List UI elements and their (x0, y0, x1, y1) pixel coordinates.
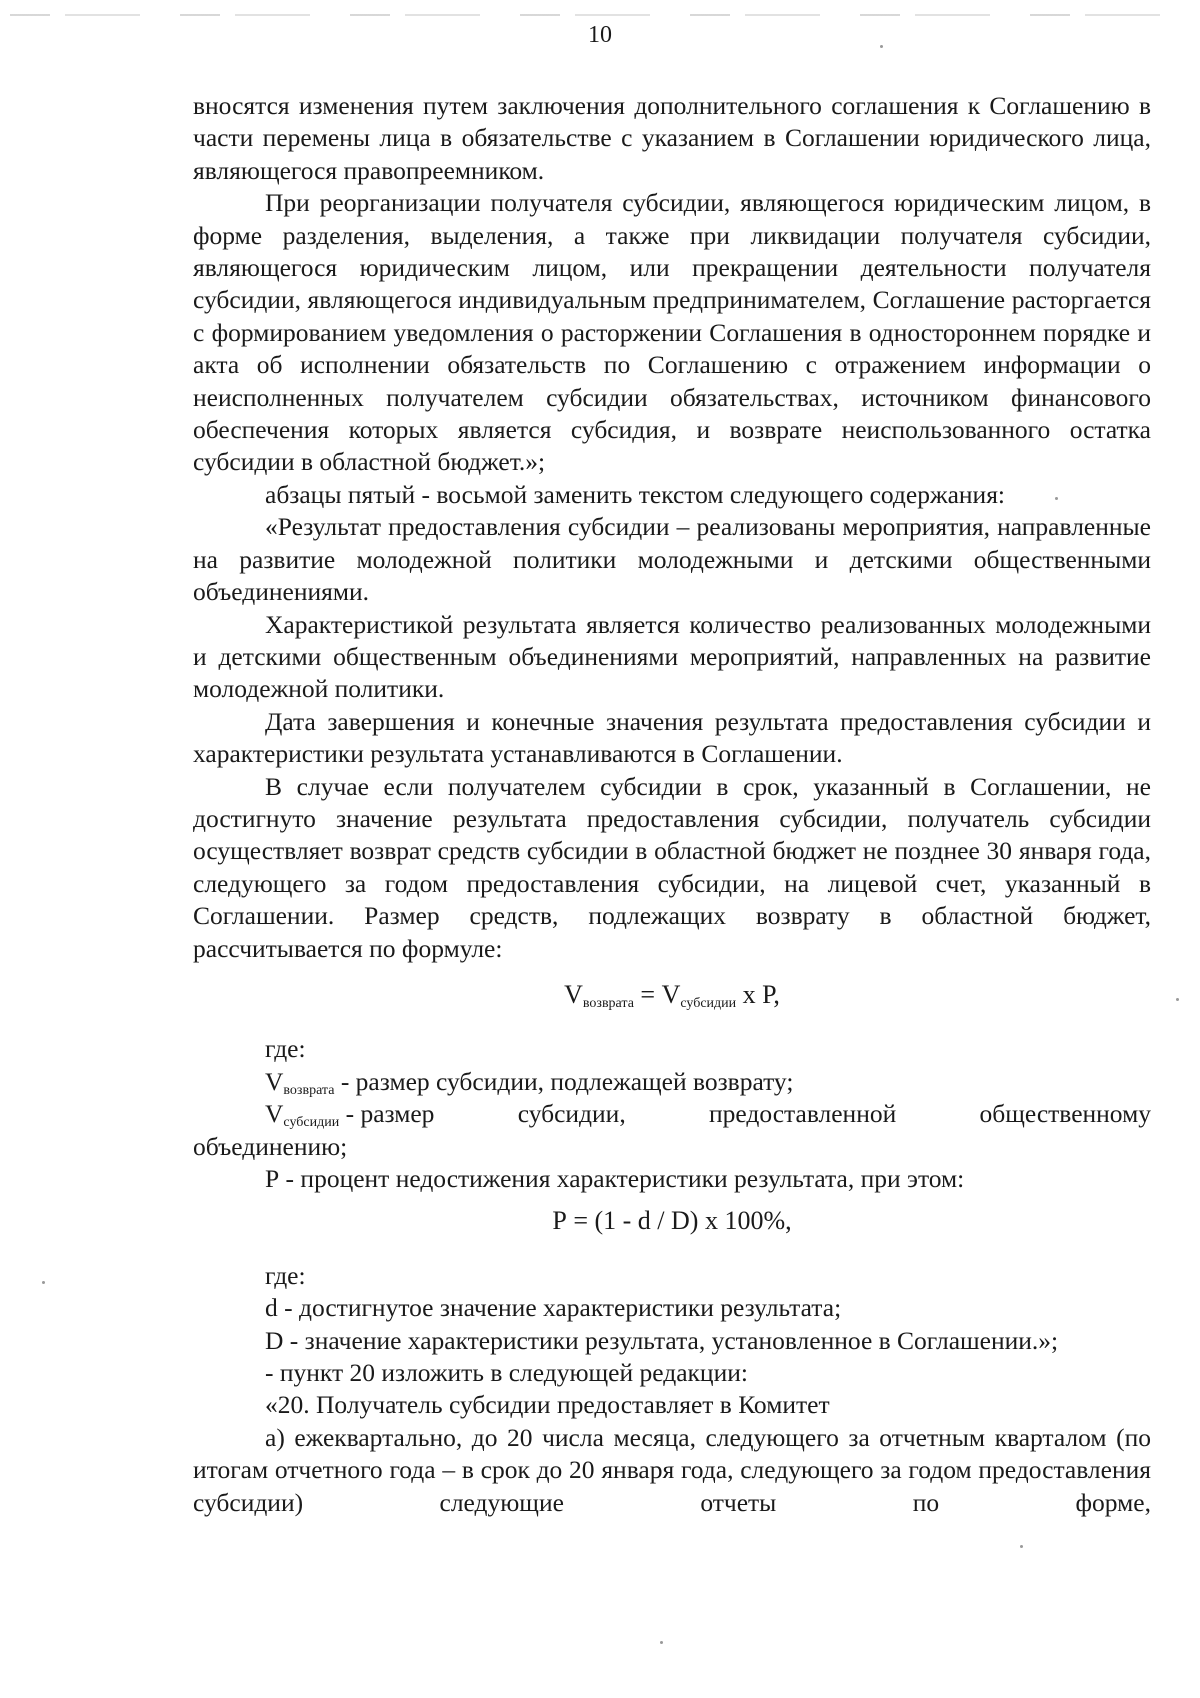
scan-speck (660, 1641, 663, 1644)
item-20-title: «20. Получатель субсидии предоставляет в Комитет (265, 1390, 830, 1420)
definition-p: Р - процент недостижения характеристики результата, при этом: (265, 1164, 965, 1193)
where-label-2: где: (265, 1260, 306, 1290)
scan-speck (1055, 497, 1058, 500)
definition-big-d: D - значение характеристики результата, установленное в Соглашении.»; (265, 1325, 1059, 1355)
page-number: 10 (588, 22, 612, 48)
item-20-intro: - пункт 20 изложить в следующей редакции: (265, 1358, 748, 1388)
scan-speck (1020, 1545, 1023, 1548)
where-label: где: (265, 1034, 306, 1064)
definition-v-subsidy-continuation: объединению; (193, 1131, 348, 1161)
definition-d: d - достигнутое значение характеристики результата; (265, 1293, 842, 1323)
paragraph-refund-condition: В случае если получателем субсидии в срок, указанный в Соглашении, не достигнуто значение результата предоставления субсидии, получатель субсидии осуществляет возврат средств субсидии в областной бюджет не позднее 30 января года, следующего за годом предоставления субсидии, на лицевой счет, указанный в Соглашении. Размер средств, подлежащих возврату в областной бюджет, рассчитывается по формуле: (193, 771, 1151, 963)
scan-speck (42, 1281, 45, 1284)
scan-artifact-line (10, 14, 1180, 16)
refund-formula: $V_{возврата} = V_{субсидии}$ х Р, (564, 979, 780, 1011)
definition-v-return: $V_{возврата}$ - размер субсидии, подлежащей возврату; (265, 1066, 794, 1098)
definition-v-subsidy: $V_{субсидии}$ - размер субсидии, предоставленной общественному (265, 1099, 1151, 1131)
paragraph-completion-date: Дата завершения и конечные значения результата предоставления субсидии и характеристики результата устанавливаются в Соглашении. (193, 706, 1151, 769)
document-body (193, 90, 1151, 1519)
paragraph-amendment-instruction: абзацы пятый - восьмой заменить текстом следующего содержания: (265, 479, 1006, 509)
scan-speck (1176, 998, 1179, 1001)
paragraph-subsidy-result: «Результат предоставления субсидии – реализованы мероприятия, направленные на развитие молодежной политики молодежными и детскими общественными объединениями. (193, 512, 1151, 607)
paragraph-continuation: вносятся изменения путем заключения дополнительного соглашения к Соглашению в части перемены лица в обязательстве с указанием в Соглашении юридического лица, являющегося правопреемником. (193, 91, 1151, 185)
paragraph-reorganization: При реорганизации получателя субсидии, являющегося юридическим лицом, в форме разделения, выделения, а также при ликвидации получателя субсидии, являющегося юридическим лицом, или прекращении деятельности получателя субсидии, являющегося индивидуальным предпринимателем, Соглашение расторгается с формированием уведомления о расторжении Соглашения в одностороннем порядке и акта об исполнении обязательств по Соглашению с отражением информации о неисполненных получателем субсидии обязательствах, источником финансового обеспечения которых является субсидия, и возврате неиспользованного остатка субсидии в областной бюджет.»; (193, 188, 1151, 477)
percent-formula: Р = (1 - d / D) х 100%, (552, 1206, 792, 1236)
paragraph-result-characteristic: Характеристикой результата является количество реализованных молодежными и детскими общественным объединениями мероприятий, направленных на развитие молодежной политики. (193, 609, 1151, 704)
item-20-subitem-a: а) ежеквартально, до 20 числа месяца, следующего за отчетным кварталом (по итогам отчетного года – в срок до 20 января года, следующего за годом предоставления субсидии) следующие отчеты по форме, (193, 1422, 1151, 1517)
scan-speck (880, 45, 883, 48)
